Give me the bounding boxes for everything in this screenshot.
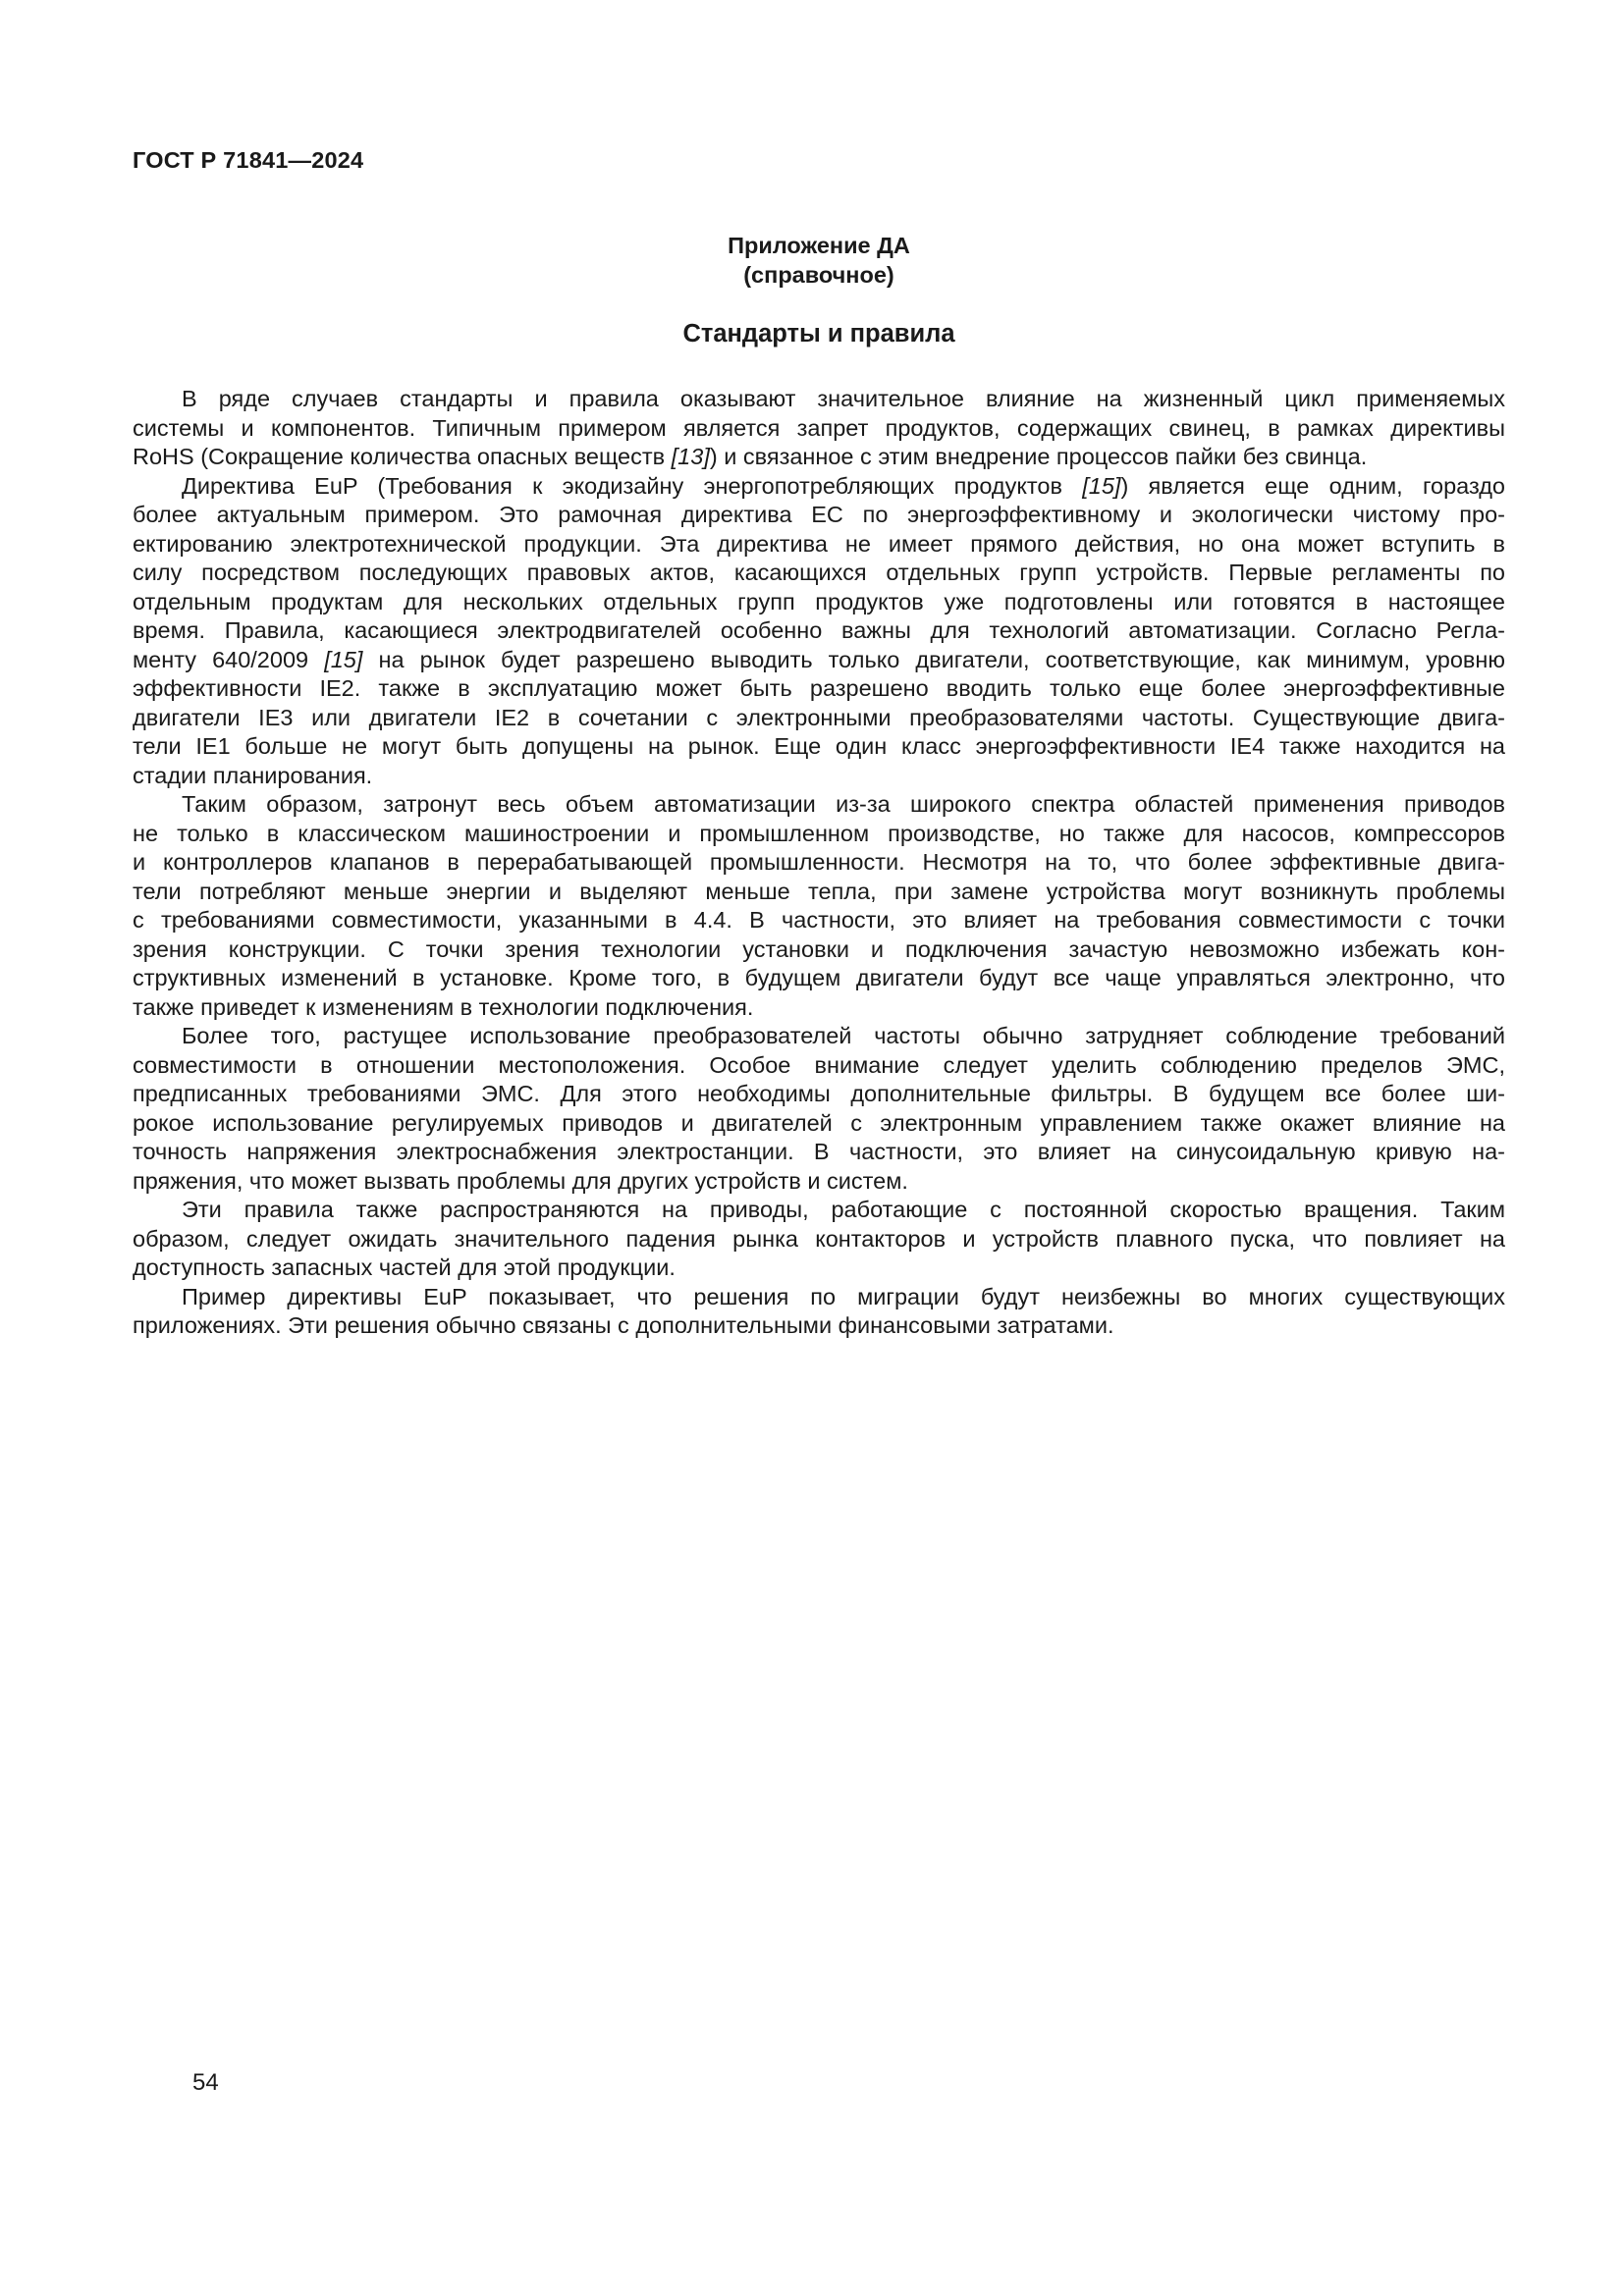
text-line: пряжения, что может вызвать проблемы для других устройств и систем.	[133, 1167, 908, 1194]
text-line: Директива EuP (Требования к экодизайну энергопотребляющих продуктов [15]) является еще одним, гораздо	[182, 472, 1505, 499]
text-line: менту 640/2009 [15] на рынок будет разрешено выводить только двигатели, соответствующие, как минимум, уровню	[133, 646, 1505, 672]
text-line: Эти правила также распространяются на приводы, работающие с постоянной скоростью вращения. Таким	[182, 1197, 1505, 1222]
text-line: и контроллеров клапанов в перерабатывающей промышленности. Несмотря на то, что более эффективные двига-	[133, 849, 1505, 875]
text-line: с требованиями совместимости, указанными в 4.4. В частности, это влияет на требования совместимости с точки	[133, 907, 1505, 933]
text-line: также приведет к изменениям в технологии подключения.	[133, 993, 754, 1020]
section-title: Стандарты и правила	[682, 320, 955, 347]
text-line: структивных изменений в установке. Кроме того, в будущем двигатели будут все чаще управляться электронно, что	[133, 965, 1505, 990]
text-line: двигатели IE3 или двигатели IE2 в сочетании с электронными преобразователями частоты. Существующие двига-	[133, 704, 1505, 730]
text-line: совместимости в отношении местоположения. Особое внимание следует уделить соблюдению пределов ЭМС,	[133, 1051, 1505, 1078]
text-line: Пример директивы EuP показывает, что решения по миграции будут неизбежны во многих существующих	[182, 1283, 1505, 1309]
text-line: рокое использование регулируемых приводов и двигателей с электронным управлением также окажет влияние на	[133, 1109, 1505, 1136]
text-line: время. Правила, касающиеся электродвигателей особенно важны для технологий автоматизации. Согласно Регла-	[133, 617, 1505, 643]
text-line: зрения конструкции. С точки зрения технологии установки и подключения зачастую невозможно избежать кон-	[133, 935, 1505, 962]
body-text	[133, 385, 1505, 1341]
text-line: точность напряжения электроснабжения электростанции. В частности, это влияет на синусоидальную кривую на-	[133, 1139, 1505, 1164]
page-number: 54	[192, 2069, 219, 2096]
text-line: силу посредством последующих правовых актов, касающихся отдельных групп устройств. Первые регламенты по	[133, 560, 1505, 585]
text-line: доступность запасных частей для этой продукции.	[133, 1255, 676, 1280]
text-line: RoHS (Сокращение количества опасных веществ [13]) и связанное с этим внедрение процессов пайки без свинца.	[133, 444, 1368, 469]
text-line: образом, следует ожидать значительного падения рынка контакторов и устройств плавного пуска, что повлияет на	[133, 1225, 1505, 1252]
text-line: предписанных требованиями ЭМС. Для этого необходимы дополнительные фильтры. В будущем все более ши-	[133, 1081, 1505, 1106]
text-line: В ряде случаев стандарты и правила оказывают значительное влияние на жизненный цикл применяемых	[182, 386, 1505, 411]
text-line: приложениях. Эти решения обычно связаны с дополнительными финансовыми затратами.	[133, 1312, 1114, 1338]
text-line: не только в классическом машиностроении и промышленном производстве, но также для насосов, компрессоров	[133, 820, 1505, 846]
text-line: эффективности IE2. также в эксплуатацию может быть разрешено вводить только еще более энергоэффективные	[133, 675, 1505, 701]
text-line: ектированию электротехнической продукции. Эта директива не имеет прямого действия, но она может вступить в	[133, 530, 1505, 557]
text-line: Таким образом, затронут весь объем автоматизации из-за широкого спектра областей применения приводов	[182, 791, 1505, 817]
appendix-heading	[133, 232, 1505, 290]
document-code: ГОСТ Р 71841—2024	[133, 147, 364, 173]
text-line: системы и компонентов. Типичным примером является запрет продуктов, содержащих свинец, в рамках директивы	[133, 414, 1505, 441]
text-line: отдельным продуктам для нескольких отдельных групп продуктов уже подготовлены или готовятся в настоящее	[133, 588, 1505, 614]
text-line: Более того, растущее использование преобразователей частоты обычно затрудняет соблюдение требований	[182, 1023, 1505, 1048]
text-line: более актуальным примером. Это рамочная директива ЕС по энергоэффективному и экологически чистому про-	[133, 502, 1505, 527]
text-line: тели IE1 больше не могут быть допущены на рынок. Еще один класс энергоэффективности IE4 также находится на	[133, 733, 1505, 759]
appendix-kind: (справочное)	[743, 261, 894, 288]
text-line: тели потребляют меньше энергии и выделяют меньше тепла, при замене устройства могут возникнуть проблемы	[133, 878, 1505, 904]
appendix-title: Приложение ДА	[728, 233, 910, 258]
text-line: стадии планирования.	[133, 762, 373, 788]
